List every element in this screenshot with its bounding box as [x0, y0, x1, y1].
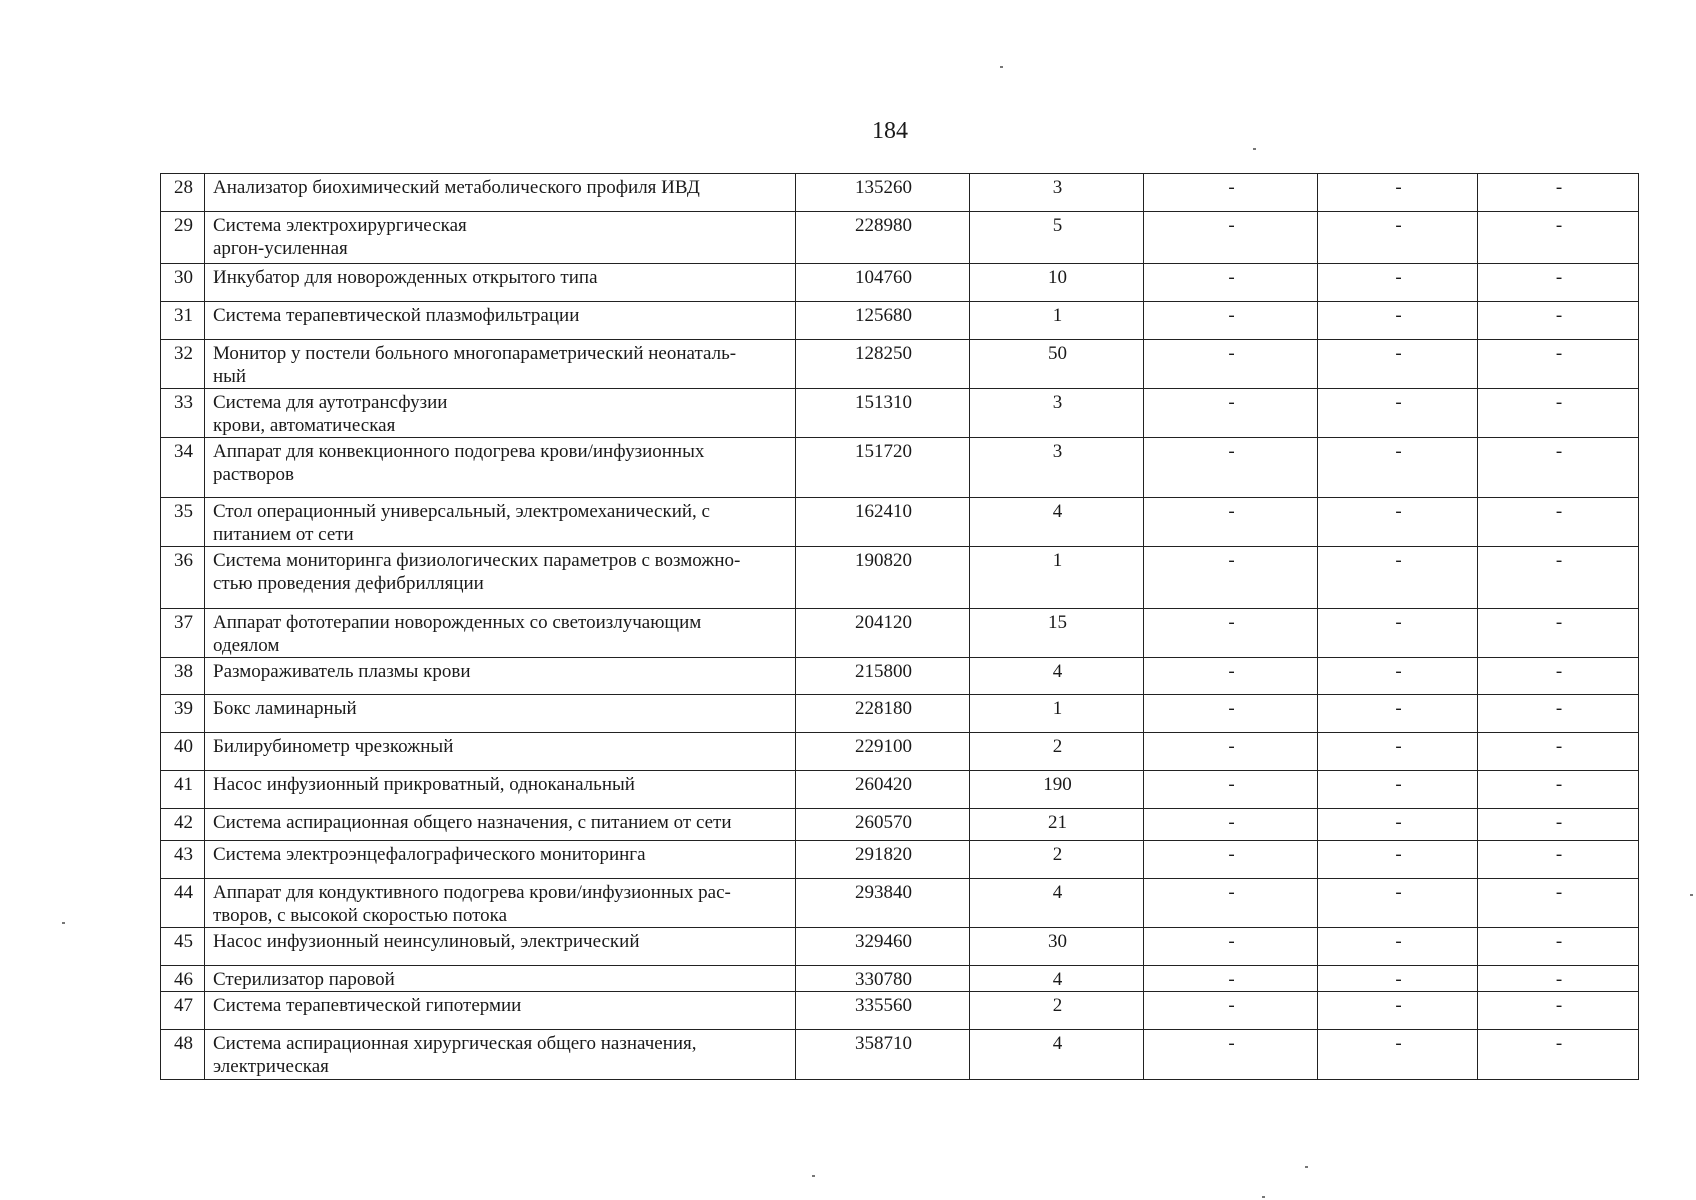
quantity: 4 [970, 879, 1144, 928]
table-row [161, 174, 1639, 212]
row-number: 48 [161, 1030, 205, 1080]
column-7-value: - [1478, 609, 1639, 658]
equipment-code: 358710 [796, 1030, 970, 1080]
equipment-name: Насос инфузионный прикроватный, одноканальный [205, 771, 796, 809]
column-5-value: - [1144, 1030, 1318, 1080]
table-row [161, 928, 1639, 966]
column-7-value: - [1478, 212, 1639, 264]
column-6-value: - [1318, 928, 1478, 966]
equipment-name: Система аспирационная общего назначения, с питанием от сети [205, 809, 796, 841]
row-number: 38 [161, 658, 205, 695]
scan-speck [1305, 1166, 1308, 1168]
column-6-value: - [1318, 498, 1478, 547]
quantity: 2 [970, 841, 1144, 879]
column-5-value: - [1144, 264, 1318, 302]
equipment-name: Бокс ламинарный [205, 695, 796, 733]
scan-speck [812, 1175, 815, 1177]
equipment-name: Система для аутотрансфузии крови, автоматическая [205, 389, 796, 438]
column-7-value: - [1478, 264, 1639, 302]
column-6-value: - [1318, 879, 1478, 928]
column-7-value: - [1478, 771, 1639, 809]
quantity: 3 [970, 389, 1144, 438]
equipment-code: 162410 [796, 498, 970, 547]
table-row [161, 841, 1639, 879]
table-row [161, 389, 1639, 438]
table-row [161, 264, 1639, 302]
scan-speck [1690, 894, 1693, 896]
row-number: 41 [161, 771, 205, 809]
table-row [161, 992, 1639, 1030]
equipment-code: 151720 [796, 438, 970, 498]
equipment-name: Насос инфузионный неинсулиновый, электрический [205, 928, 796, 966]
quantity: 21 [970, 809, 1144, 841]
equipment-code: 204120 [796, 609, 970, 658]
equipment-name: Система мониторинга физиологических параметров с возможно- стью проведения дефибрилляции [205, 547, 796, 609]
equipment-code: 128250 [796, 340, 970, 389]
column-6-value: - [1318, 174, 1478, 212]
column-6-value: - [1318, 992, 1478, 1030]
column-7-value: - [1478, 658, 1639, 695]
row-number: 31 [161, 302, 205, 340]
quantity: 4 [970, 658, 1144, 695]
equipment-name: Аппарат для конвекционного подогрева крови/инфузионных растворов [205, 438, 796, 498]
equipment-code: 293840 [796, 879, 970, 928]
row-number: 39 [161, 695, 205, 733]
column-5-value: - [1144, 695, 1318, 733]
table-row [161, 609, 1639, 658]
equipment-name: Стол операционный универсальный, электромеханический, с питанием от сети [205, 498, 796, 547]
column-7-value: - [1478, 1030, 1639, 1080]
quantity: 1 [970, 547, 1144, 609]
row-number: 42 [161, 809, 205, 841]
column-5-value: - [1144, 302, 1318, 340]
column-6-value: - [1318, 841, 1478, 879]
table-row [161, 302, 1639, 340]
equipment-code: 330780 [796, 966, 970, 992]
row-number: 33 [161, 389, 205, 438]
equipment-code: 335560 [796, 992, 970, 1030]
table-row [161, 879, 1639, 928]
column-7-value: - [1478, 340, 1639, 389]
column-7-value: - [1478, 733, 1639, 771]
table-row [161, 1030, 1639, 1080]
column-7-value: - [1478, 695, 1639, 733]
column-6-value: - [1318, 438, 1478, 498]
table-row [161, 966, 1639, 992]
equipment-code: 260420 [796, 771, 970, 809]
scan-speck [1253, 148, 1256, 150]
column-5-value: - [1144, 212, 1318, 264]
quantity: 2 [970, 992, 1144, 1030]
row-number: 37 [161, 609, 205, 658]
equipment-code: 215800 [796, 658, 970, 695]
row-number: 36 [161, 547, 205, 609]
equipment-name: Размораживатель плазмы крови [205, 658, 796, 695]
equipment-name: Система аспирационная хирургическая общего назначения, электрическая [205, 1030, 796, 1080]
column-6-value: - [1318, 547, 1478, 609]
column-5-value: - [1144, 733, 1318, 771]
table-body [161, 174, 1639, 1080]
quantity: 1 [970, 695, 1144, 733]
row-number: 30 [161, 264, 205, 302]
column-7-value: - [1478, 879, 1639, 928]
column-5-value: - [1144, 879, 1318, 928]
column-5-value: - [1144, 841, 1318, 879]
row-number: 43 [161, 841, 205, 879]
equipment-code: 125680 [796, 302, 970, 340]
equipment-table [160, 173, 1639, 1080]
quantity: 2 [970, 733, 1144, 771]
row-number: 46 [161, 966, 205, 992]
equipment-code: 190820 [796, 547, 970, 609]
equipment-code: 329460 [796, 928, 970, 966]
table-row [161, 438, 1639, 498]
equipment-name: Монитор у постели больного многопараметрический неонаталь- ный [205, 340, 796, 389]
row-number: 45 [161, 928, 205, 966]
quantity: 10 [970, 264, 1144, 302]
column-6-value: - [1318, 264, 1478, 302]
equipment-name: Аппарат фототерапии новорожденных со светоизлучающим одеялом [205, 609, 796, 658]
table-row [161, 658, 1639, 695]
equipment-code: 228180 [796, 695, 970, 733]
column-7-value: - [1478, 841, 1639, 879]
table-row [161, 498, 1639, 547]
table-row [161, 771, 1639, 809]
quantity: 4 [970, 498, 1144, 547]
column-5-value: - [1144, 438, 1318, 498]
column-5-value: - [1144, 992, 1318, 1030]
column-6-value: - [1318, 966, 1478, 992]
table-row [161, 809, 1639, 841]
row-number: 47 [161, 992, 205, 1030]
row-number: 32 [161, 340, 205, 389]
quantity: 4 [970, 1030, 1144, 1080]
column-5-value: - [1144, 771, 1318, 809]
row-number: 40 [161, 733, 205, 771]
column-5-value: - [1144, 340, 1318, 389]
column-5-value: - [1144, 966, 1318, 992]
equipment-name: Аппарат для кондуктивного подогрева крови/инфузионных рас- творов, с высокой скоростью потока [205, 879, 796, 928]
row-number: 44 [161, 879, 205, 928]
row-number: 35 [161, 498, 205, 547]
page-number: 184 [872, 118, 908, 144]
column-7-value: - [1478, 438, 1639, 498]
column-6-value: - [1318, 1030, 1478, 1080]
quantity: 5 [970, 212, 1144, 264]
table-row [161, 733, 1639, 771]
column-7-value: - [1478, 302, 1639, 340]
scan-speck [1000, 66, 1003, 68]
quantity: 190 [970, 771, 1144, 809]
row-number: 28 [161, 174, 205, 212]
equipment-code: 229100 [796, 733, 970, 771]
equipment-name: Система электроэнцефалографического мониторинга [205, 841, 796, 879]
table-row [161, 695, 1639, 733]
column-5-value: - [1144, 389, 1318, 438]
column-6-value: - [1318, 809, 1478, 841]
column-5-value: - [1144, 809, 1318, 841]
equipment-name: Система электрохирургическая аргон-усиленная [205, 212, 796, 264]
column-5-value: - [1144, 609, 1318, 658]
column-6-value: - [1318, 609, 1478, 658]
column-7-value: - [1478, 966, 1639, 992]
column-6-value: - [1318, 695, 1478, 733]
quantity: 30 [970, 928, 1144, 966]
column-7-value: - [1478, 547, 1639, 609]
quantity: 15 [970, 609, 1144, 658]
table-row [161, 547, 1639, 609]
column-5-value: - [1144, 498, 1318, 547]
equipment-name: Анализатор биохимический метаболического профиля ИВД [205, 174, 796, 212]
equipment-name: Система терапевтической гипотермии [205, 992, 796, 1030]
column-5-value: - [1144, 658, 1318, 695]
equipment-code: 135260 [796, 174, 970, 212]
row-number: 29 [161, 212, 205, 264]
quantity: 50 [970, 340, 1144, 389]
column-7-value: - [1478, 992, 1639, 1030]
quantity: 1 [970, 302, 1144, 340]
scan-speck [1262, 1196, 1265, 1198]
equipment-code: 228980 [796, 212, 970, 264]
quantity: 3 [970, 174, 1144, 212]
column-6-value: - [1318, 302, 1478, 340]
table-row [161, 212, 1639, 264]
equipment-code: 104760 [796, 264, 970, 302]
column-7-value: - [1478, 498, 1639, 547]
quantity: 4 [970, 966, 1144, 992]
column-7-value: - [1478, 809, 1639, 841]
equipment-code: 151310 [796, 389, 970, 438]
scan-speck [62, 922, 65, 924]
column-7-value: - [1478, 928, 1639, 966]
table-row [161, 340, 1639, 389]
column-7-value: - [1478, 174, 1639, 212]
column-6-value: - [1318, 733, 1478, 771]
equipment-name: Стерилизатор паровой [205, 966, 796, 992]
equipment-name: Инкубатор для новорожденных открытого типа [205, 264, 796, 302]
column-6-value: - [1318, 212, 1478, 264]
equipment-code: 291820 [796, 841, 970, 879]
column-6-value: - [1318, 771, 1478, 809]
equipment-code: 260570 [796, 809, 970, 841]
column-5-value: - [1144, 174, 1318, 212]
column-5-value: - [1144, 547, 1318, 609]
column-5-value: - [1144, 928, 1318, 966]
equipment-name: Билирубинометр чрезкожный [205, 733, 796, 771]
column-6-value: - [1318, 658, 1478, 695]
column-6-value: - [1318, 340, 1478, 389]
row-number: 34 [161, 438, 205, 498]
quantity: 3 [970, 438, 1144, 498]
equipment-name: Система терапевтической плазмофильтрации [205, 302, 796, 340]
column-7-value: - [1478, 389, 1639, 438]
column-6-value: - [1318, 389, 1478, 438]
